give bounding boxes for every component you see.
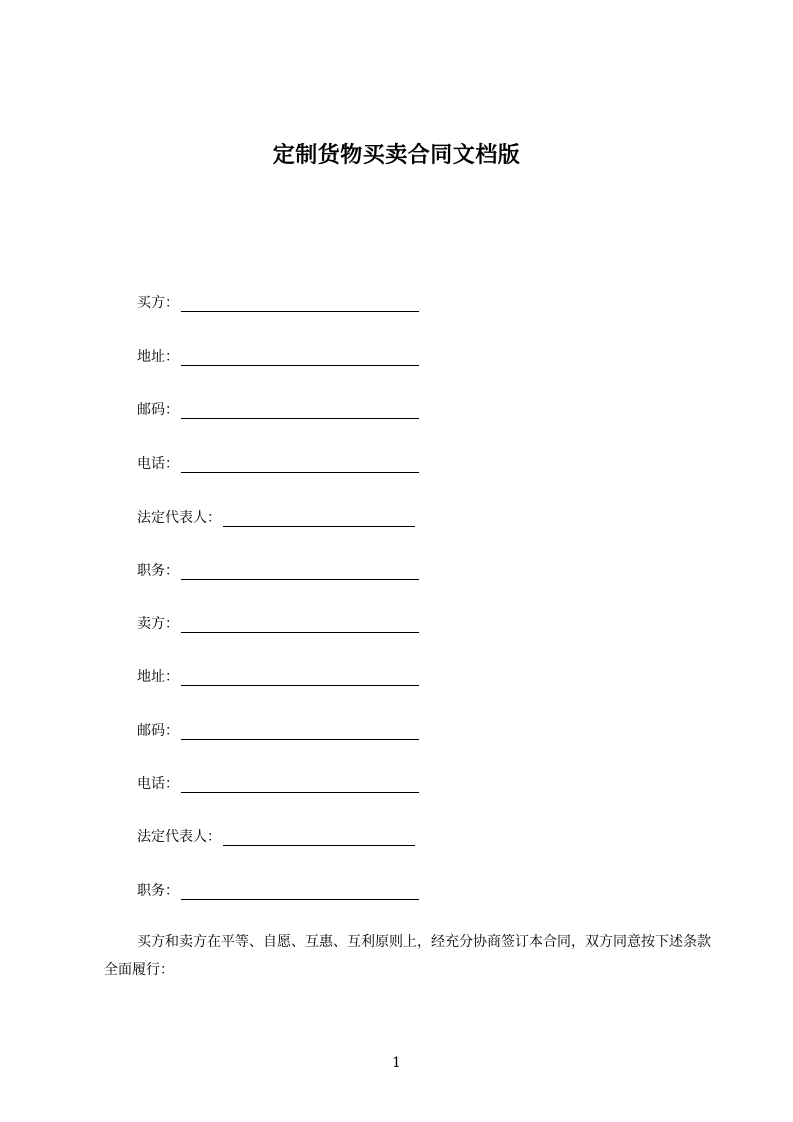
buyer-position-blank-line — [181, 563, 419, 580]
seller-postcode-label: 邮码： — [137, 723, 179, 739]
seller-position-field — [137, 878, 419, 900]
buyer-label: 买方： — [137, 295, 179, 311]
seller-field — [137, 611, 419, 633]
seller-phone-blank-line — [181, 776, 419, 793]
seller-legal-rep-field — [137, 824, 415, 846]
buyer-address-label: 地址： — [137, 349, 179, 365]
seller-blank-line — [181, 616, 419, 633]
buyer-postcode-label: 邮码： — [137, 402, 179, 418]
buyer-field — [137, 290, 419, 312]
seller-legal-rep-blank-line — [223, 829, 415, 846]
agreement-paragraph-text: 买方和卖方在平等、自愿、互惠、互利原则上，经充分协商签订本合同，双方同意按下述条款全面履行： — [104, 934, 711, 978]
buyer-phone-label: 电话： — [137, 456, 179, 472]
buyer-phone-field — [137, 451, 419, 473]
buyer-position-label: 职务： — [137, 563, 179, 579]
buyer-postcode-field — [137, 397, 419, 419]
seller-address-label: 地址： — [137, 669, 179, 685]
document-title: 定制货物买卖合同文档版 — [272, 143, 521, 168]
agreement-paragraph — [104, 928, 714, 984]
seller-label: 卖方： — [137, 616, 179, 632]
buyer-blank-line — [181, 295, 419, 312]
seller-postcode-blank-line — [181, 723, 419, 740]
buyer-position-field — [137, 558, 419, 580]
buyer-postcode-blank-line — [181, 402, 419, 419]
seller-phone-field — [137, 771, 419, 793]
seller-postcode-field — [137, 718, 419, 740]
buyer-phone-blank-line — [181, 456, 419, 473]
buyer-address-field — [137, 344, 419, 366]
seller-address-blank-line — [181, 669, 419, 686]
seller-legal-rep-label: 法定代表人： — [137, 829, 221, 845]
buyer-legal-rep-label: 法定代表人： — [137, 510, 221, 526]
buyer-legal-rep-blank-line — [223, 510, 415, 527]
buyer-legal-rep-field — [137, 505, 415, 527]
seller-address-field — [137, 664, 419, 686]
seller-position-blank-line — [181, 883, 419, 900]
seller-position-label: 职务： — [137, 883, 179, 899]
buyer-address-blank-line — [181, 349, 419, 366]
page-number: 1 — [392, 1055, 401, 1071]
seller-phone-label: 电话： — [137, 776, 179, 792]
